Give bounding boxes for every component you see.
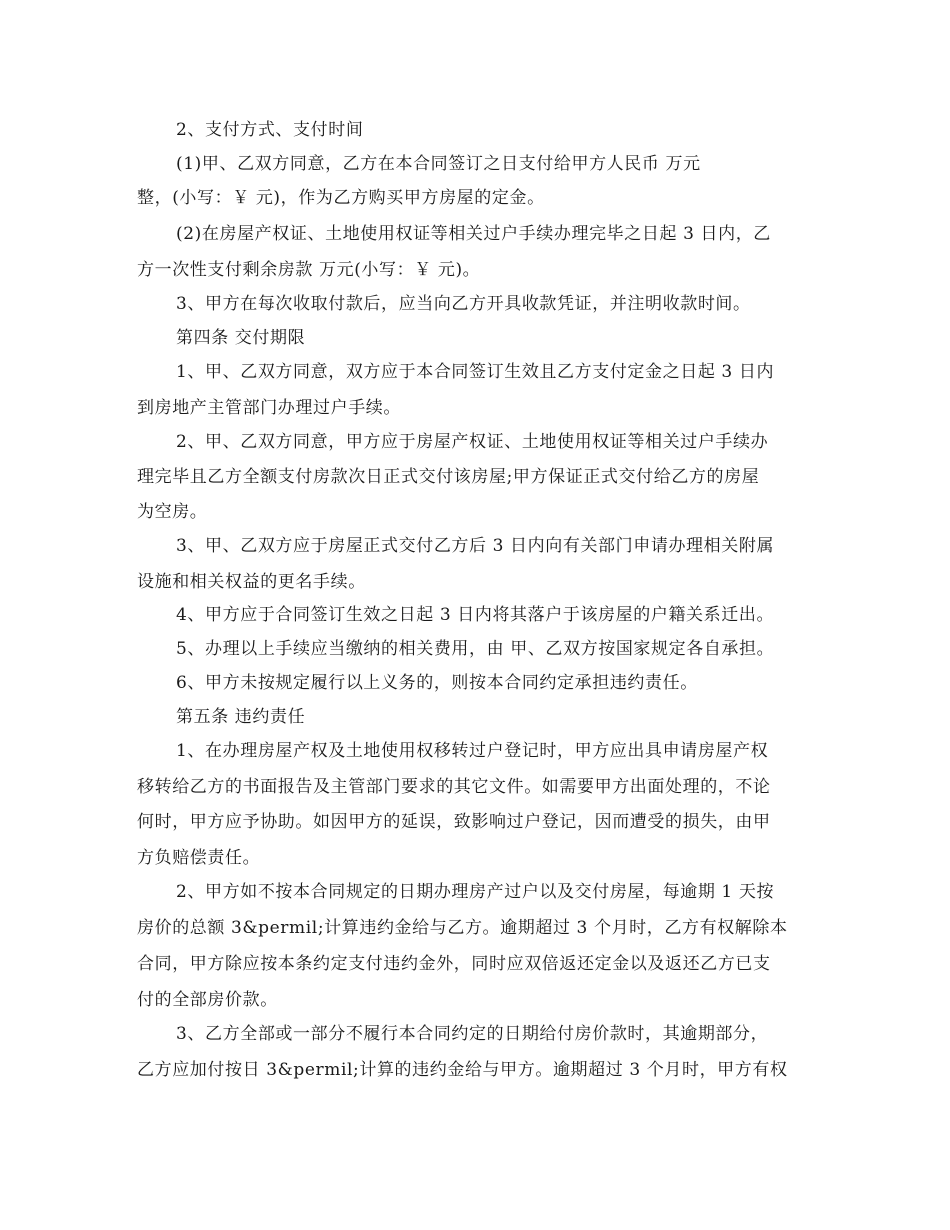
text-line: 为空房。	[137, 502, 208, 522]
text-line: 设施和相关权益的更名手续。	[137, 572, 366, 592]
text-line: 方负赔偿责任。	[137, 848, 261, 868]
section-heading: 第五条 违约责任	[176, 707, 306, 727]
text-line: 整，(小写：￥ 元)，作为乙方购买甲方房屋的定金。	[137, 188, 545, 208]
text-line: 方一次性支付剩余房款 万元(小写：￥ 元)。	[137, 260, 481, 280]
text-line: 2、支付方式、支付时间	[176, 120, 364, 140]
text-line: 3、甲、乙双方应于房屋正式交付乙方后 3 日内向有关部门申请办理相关附属	[176, 536, 775, 556]
text-line: 何时，甲方应予协助。如因甲方的延误，致影响过户登记，因而遭受的损失，由甲	[137, 812, 771, 832]
text-line: 到房地产主管部门办理过户手续。	[137, 398, 401, 418]
text-line: 付的全部房价款。	[137, 990, 278, 1010]
text-line: 移转给乙方的书面报告及主管部门要求的其它文件。如需要甲方出面处理的，不论	[137, 777, 771, 797]
text-line: 3、甲方在每次收取付款后，应当向乙方开具收款凭证，并注明收款时间。	[176, 294, 751, 314]
text-line: 1、在办理房屋产权及土地使用权移转过户登记时，甲方应出具申请房屋产权	[176, 741, 769, 761]
text-line: (2)在房屋产权证、土地使用权证等相关过户手续办理完毕之日起 3 日内，乙	[176, 224, 771, 244]
text-line: 4、甲方应于合同签订生效之日起 3 日内将其落户于该房屋的户籍关系迁出。	[176, 605, 775, 625]
text-line: 2、甲、乙双方同意，甲方应于房屋产权证、土地使用权证等相关过户手续办	[176, 432, 769, 452]
section-heading: 第四条 交付期限	[176, 328, 306, 348]
text-line: 理完毕且乙方全额支付房款次日正式交付该房屋;甲方保证正式交付给乙方的房屋	[137, 467, 760, 487]
text-line: 2、甲方如不按本合同规定的日期办理房产过户以及交付房屋，每逾期 1 天按	[176, 882, 775, 902]
text-line: 6、甲方未按规定履行以上义务的，则按本合同约定承担违约责任。	[176, 673, 698, 693]
text-line: 合同，甲方除应按本条约定支付违约金外，同时应双倍返还定金以及返还乙方已支	[137, 954, 771, 974]
text-line: 1、甲、乙双方同意，双方应于本合同签订生效且乙方支付定金之日起 3 日内	[176, 362, 775, 382]
text-line: 3、乙方全部或一部分不履行本合同约定的日期给付房价款时，其逾期部分，	[176, 1024, 769, 1044]
text-line: 乙方应加付按日 3&permil;计算的违约金给与甲方。逾期超过 3 个月时，甲方有权	[137, 1060, 788, 1080]
text-line: (1)甲、乙双方同意，乙方在本合同签订之日支付给甲方人民币 万元	[176, 154, 701, 174]
text-line: 房价的总额 3&permil;计算违约金给与乙方。逾期超过 3 个月时，乙方有权解除本	[137, 918, 788, 938]
text-line: 5、办理以上手续应当缴纳的相关费用，由 甲、乙双方按国家规定各自承担。	[176, 639, 775, 659]
